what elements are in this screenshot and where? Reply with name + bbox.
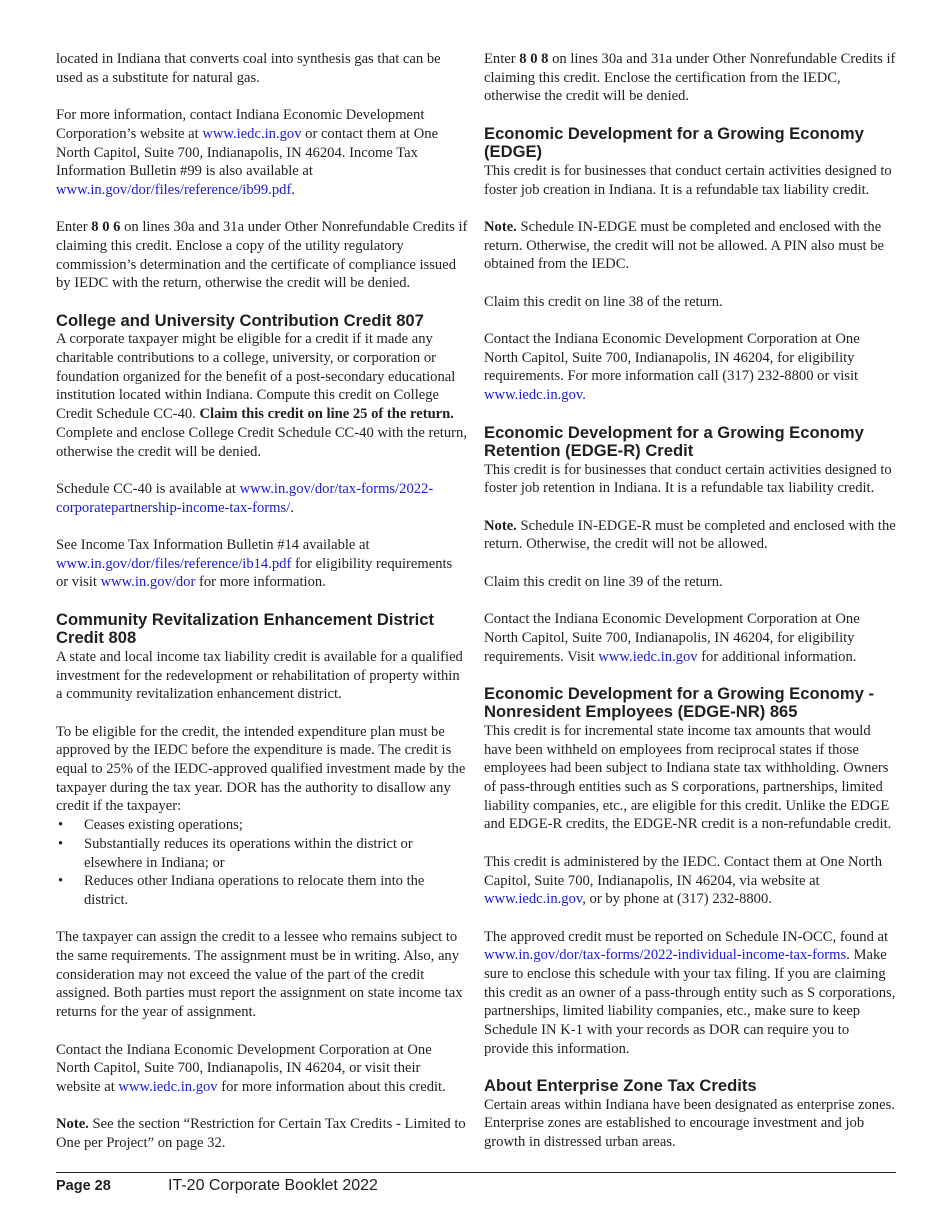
bullet-list bbox=[56, 816, 468, 910]
paragraph: Schedule CC-40 is available at www.in.gov/dor/tax-forms/2022-corporatepartnership-income-tax-forms/. bbox=[56, 480, 434, 516]
footer-divider bbox=[56, 1172, 896, 1173]
paragraph: located in Indiana that converts coal into synthesis gas that can be used as a substitute for natural gas. bbox=[56, 51, 441, 86]
ib99-link[interactable]: www.in.gov/dor/files/reference/ib99.pdf bbox=[56, 181, 292, 198]
paragraph: For more information, contact Indiana Economic Development Corporation’s website at www.iedc.in.gov or contact them at One North Capitol, Suite 700, Indianapolis, IN 46204. Income Tax Information Bulletin #99 is also available at www.in.gov/dor/files/reference/ib99.pdf. bbox=[56, 107, 439, 198]
ib14-link[interactable]: www.in.gov/dor/files/reference/ib14.pdf bbox=[56, 555, 292, 572]
section-heading: Economic Development for a Growing Economy - Nonresident Employees (EDGE-NR) 865 bbox=[484, 683, 875, 722]
paragraph: Enter 8 0 6 on lines 30a and 31a under Other Nonrefundable Credits if claiming this credit. Enclose a copy of the utility regulatory commission’s determination and the certificate of compliance issued by IEDC with the return, otherwise the credit will be denied. bbox=[56, 219, 468, 292]
note-paragraph: Note. See the section “Restriction for Certain Tax Credits - Limited to One per Project” on page 32. bbox=[56, 1116, 466, 1152]
section-heading: Community Revitalization Enhancement District Credit 808 bbox=[56, 609, 435, 648]
paragraph: A state and local income tax liability credit is available for a qualified investment for the redevelopment or rehabilitation of property within a community revitalization enhancement district. bbox=[56, 648, 463, 703]
iedc-link[interactable]: www.iedc.in.gov bbox=[484, 891, 583, 908]
paragraph: Claim this credit on line 38 of the return. bbox=[484, 293, 723, 310]
paragraph: A corporate taxpayer might be eligible for a credit if it made any charitable contributions to a college, university, or corporation or foundation organized for the benefit of a post-secondary educational institution located within Indiana. Compute this credit on College Credit Schedule CC-40. Claim this credit on line 25 of the return. Complete and enclose College Credit Schedule CC-40 with the return, otherwise the credit will be denied. bbox=[56, 331, 467, 460]
list-item: • Substantially reduces its operations within the district or elsewhere in Indiana; or bbox=[56, 835, 468, 872]
paragraph: Claim this credit on line 39 of the return. bbox=[484, 573, 723, 590]
iedc-link[interactable]: www.iedc.in.gov bbox=[202, 125, 302, 142]
paragraph: This credit is for businesses that conduct certain activities designed to foster job retention in Indiana. It is a refundable tax liability credit. bbox=[484, 461, 892, 497]
page-number: Page 28 bbox=[56, 1178, 111, 1194]
section-heading: College and University Contribution Credit 807 bbox=[56, 310, 424, 330]
paragraph: Contact the Indiana Economic Development Corporation at One North Capitol, Suite 700, Indianapolis, IN 46204, for eligibility requirements. For more information call (317) 232-8800 or visit www.iedc.in.gov. bbox=[484, 331, 860, 404]
list-item: • Reduces other Indiana operations to relocate them into the district. bbox=[56, 872, 468, 909]
individual-forms-link[interactable]: www.in.gov/dor/tax-forms/2022-individual-income-tax-forms bbox=[484, 947, 847, 964]
cc40-forms-link[interactable]: www.in.gov/dor/tax-forms/2022-corporatepartnership-income-tax-forms/ bbox=[56, 480, 434, 516]
paragraph: This credit is administered by the IEDC. Contact them at One North Capitol, Suite 700, Indianapolis, IN 46204, via website at www.iedc.in.gov, or by phone at (317) 232-8800. bbox=[484, 853, 882, 908]
paragraph: See Income Tax Information Bulletin #14 available at www.in.gov/dor/files/reference/ib14.pdf for eligibility requirements or visit www.in.gov/dor for more information. bbox=[56, 537, 453, 591]
section-heading: Economic Development for a Growing Economy (EDGE) bbox=[484, 123, 864, 162]
paragraph: Certain areas within Indiana have been designated as enterprise zones. Enterprise zones are established to encourage investment and job growth in distressed urban areas. bbox=[484, 1096, 895, 1151]
note-paragraph: Note. Schedule IN-EDGE must be completed and enclosed with the return. Otherwise, the credit will not be allowed. A PIN also must be obtained from the IEDC. bbox=[484, 218, 885, 273]
section-heading: Economic Development for a Growing Economy Retention (EDGE-R) Credit bbox=[484, 422, 864, 461]
paragraph: The taxpayer can assign the credit to a lessee who remains subject to the same requirements. The assignment must be in writing. Also, any consideration may not exceed the value of the part of the credit assigned. Both parties must report the assignment on state income tax returns for the year of assignment. bbox=[56, 929, 463, 1021]
iedc-link[interactable]: www.iedc.in.gov. bbox=[484, 387, 586, 404]
booklet-title: IT-20 Corporate Booklet 2022 bbox=[168, 1177, 378, 1194]
note-paragraph: Note. Schedule IN-EDGE-R must be completed and enclosed with the return. Otherwise, the credit will not be allowed. bbox=[484, 517, 896, 553]
paragraph: Enter 8 0 8 on lines 30a and 31a under Other Nonrefundable Credits if claiming this credit. Enclose the certification from the IEDC, otherwise the credit will be denied. bbox=[484, 51, 896, 105]
dor-link[interactable]: www.in.gov/dor bbox=[100, 574, 196, 591]
left-column bbox=[56, 50, 468, 1171]
paragraph: Contact the Indiana Economic Development Corporation at One North Capitol, Suite 700, Indianapolis, IN 46204, or visit their website at www.iedc.in.gov for more information about this credit. bbox=[56, 1041, 446, 1095]
credit-code: 8 0 8 bbox=[519, 51, 549, 67]
paragraph: This credit is for businesses that conduct certain activities designed to foster job creation in Indiana. It is a refundable tax liability credit. bbox=[484, 162, 892, 198]
iedc-link[interactable]: www.iedc.in.gov bbox=[598, 648, 698, 665]
section-heading: About Enterprise Zone Tax Credits bbox=[484, 1076, 757, 1096]
paragraph: The approved credit must be reported on Schedule IN-OCC, found at www.in.gov/dor/tax-forms/2022-individual-income-tax-forms. Make sure to enclose this schedule with your tax filing. If you are claiming this credit as an owner of a pass-through entity such as S corporations, partnerships, limited liability companies, etc., make sure to keep Schedule IN K-1 with your records as DOR can require you to provide this information. bbox=[484, 928, 896, 1057]
right-column bbox=[484, 50, 896, 1171]
page-footer bbox=[56, 1177, 378, 1195]
credit-code: 8 0 6 bbox=[91, 219, 121, 236]
paragraph: This credit is for incremental state income tax amounts that would have been withheld on employees from reciprocal states if those employees had been subject to Indiana state tax withholding. Owners of pass-through entities such as S corporations, partnerships, limited liability companies, etc., are eligible for this credit. Unlike the EDGE and EDGE-R credits, the EDGE-NR credit is a non-refundable credit. bbox=[484, 722, 892, 833]
paragraph: To be eligible for the credit, the intended expenditure plan must be approved by the IEDC before the expenditure is made. The credit is equal to 25% of the IEDC-approved qualified investment made by the taxpayer during the tax year. DOR has the authority to disallow any credit if the taxpayer: bbox=[56, 723, 466, 815]
paragraph: Contact the Indiana Economic Development Corporation at One North Capitol, Suite 700, Indianapolis, IN 46204, for eligibility requirements. Visit www.iedc.in.gov for additional information. bbox=[484, 611, 860, 665]
iedc-link[interactable]: www.iedc.in.gov bbox=[118, 1078, 218, 1095]
list-item: • Ceases existing operations; bbox=[56, 816, 468, 835]
